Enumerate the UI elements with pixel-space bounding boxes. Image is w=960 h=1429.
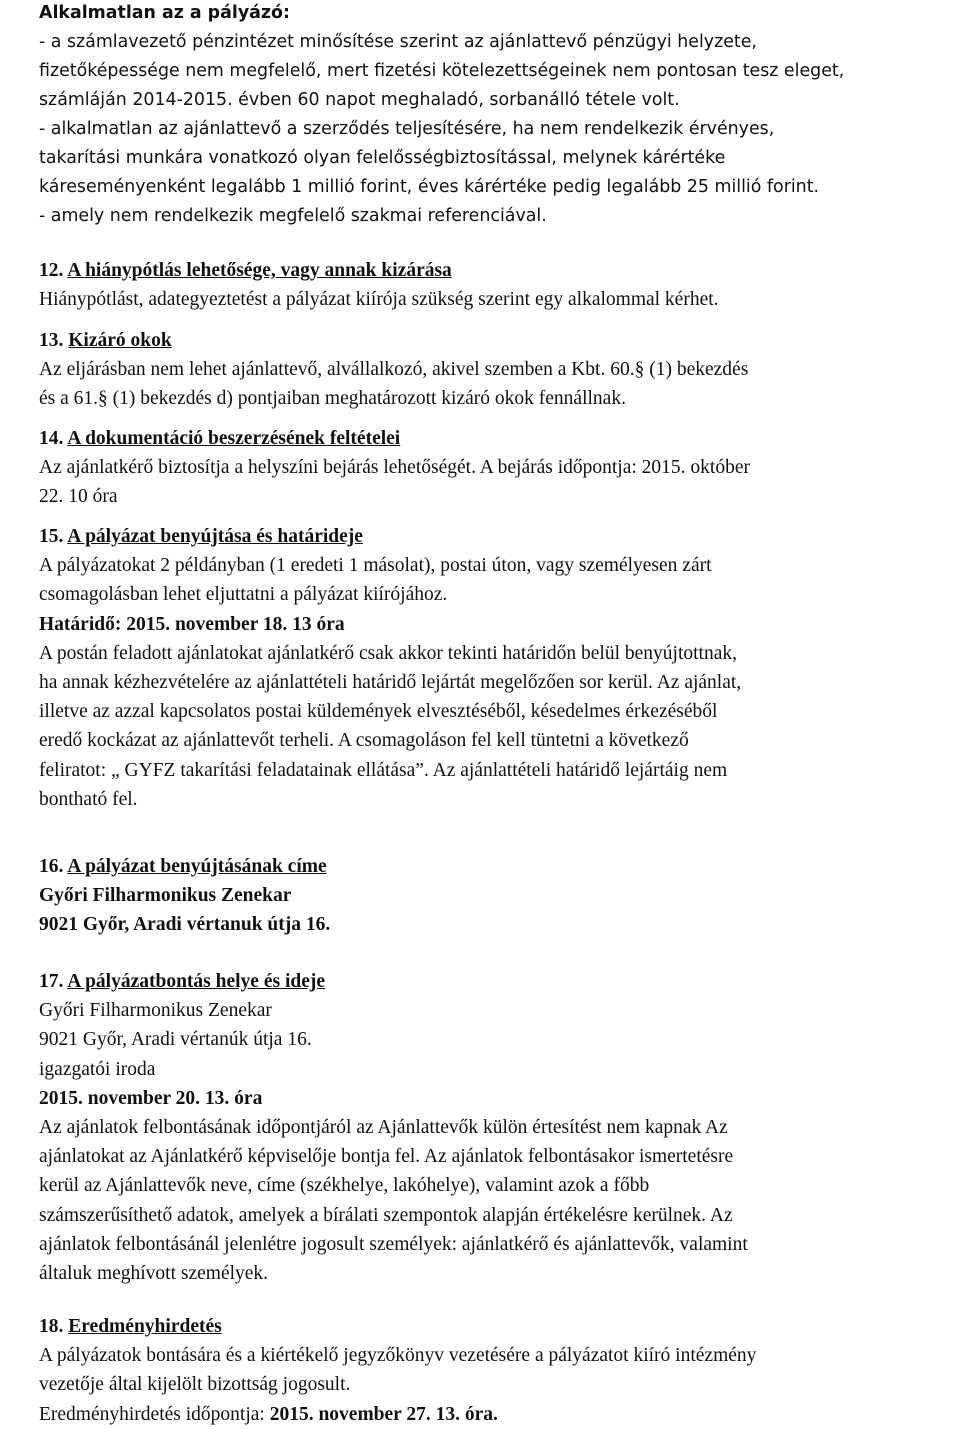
paragraph-line: eredő kockázat az ajánlattevőt terheli. A csomagoláson fel kell tüntetni a következő <box>39 730 689 752</box>
section-title: A hiánypótlás lehetősége, vagy annak kizárása <box>67 260 452 281</box>
section-title: A dokumentáció beszerzésének feltételei <box>67 428 401 449</box>
section-number: 17. <box>39 971 64 992</box>
address-line: 9021 Győr, Aradi vértanuk útja 16. <box>39 914 331 936</box>
paragraph-line: számláján 2014-2015. évben 60 napot meghaladó, sorbanálló tétele volt. <box>39 90 680 110</box>
paragraph-line: ha annak kézhezvételére az ajánlattételi határidő lejártát megelőzően sor kerül. Az ajánlat, <box>39 672 742 694</box>
ineligibility-block <box>39 0 844 231</box>
paragraph-line: 22. 10 óra <box>39 486 118 508</box>
paragraph-line: fizetőképessége nem megfelelő, mert fizetési kötelezettségeinek nem pontosan tesz eleget, <box>39 61 845 81</box>
paragraph-line: A pályázatok bontására és a kiértékelő jegyzőkönyv vezetésére a pályázatot kiíró intézmény <box>39 1345 757 1367</box>
section-15 <box>39 522 741 814</box>
section-number: 16. <box>39 856 64 877</box>
paragraph-line: csomagolásban lehet eljuttatni a pályázat kiírójához. <box>39 584 448 606</box>
address-line: Győri Filharmonikus Zenekar <box>39 885 292 907</box>
paragraph-line: általuk meghívott személyek. <box>39 1263 269 1285</box>
paragraph-line: - a számlavezető pénzintézet minősítése szerint az ajánlattevő pénzügyi helyzete, <box>39 32 757 52</box>
section-number: 12. <box>39 260 64 281</box>
section-14 <box>39 424 750 512</box>
address-line: igazgatói iroda <box>39 1058 156 1080</box>
paragraph-line: kerül az Ajánlattevők neve, címe (székhelye, lakóhelye), valamint azok a főbb <box>39 1175 650 1197</box>
section-title: A pályázat benyújtásának címe <box>67 856 327 877</box>
paragraph-line: A postán feladott ajánlatokat ajánlatkérő csak akkor tekinti határidőn belül benyújtottnak, <box>39 642 737 664</box>
paragraph-line: takarítási munkára vonatkozó olyan felelősségbiztosítással, melynek kárértéke <box>39 148 726 168</box>
section-title: Kizáró okok <box>68 330 172 351</box>
paragraph-line: káreseményenként legalább 1 millió forint, éves kárértéke pedig legalább 25 millió forint. <box>39 177 820 197</box>
ineligibility-heading: Alkalmatlan az a pályázó: <box>39 3 290 23</box>
deadline: Határidő: 2015. november 18. 13 óra <box>39 613 345 635</box>
paragraph-line: - amely nem rendelkezik megfelelő szakmai referenciával. <box>39 206 547 226</box>
address-line: 9021 Győr, Aradi vértanúk útja 16. <box>39 1029 312 1051</box>
paragraph-line: ajánlatokat az Ajánlatkérő képviselője bontja fel. Az ajánlatok felbontásakor ismertetésre <box>39 1146 734 1168</box>
paragraph-line: Hiánypótlást, adategyeztetést a pályázat kiírója szükség szerint egy alkalommal kérhet. <box>39 289 719 311</box>
paragraph-line: Az ajánlatkérő biztosítja a helyszíni bejárás lehetőségét. A bejárás időpontja: 2015. október <box>39 457 750 479</box>
section-number: 13. <box>39 330 64 351</box>
section-title: A pályázat benyújtása és határideje <box>67 526 363 547</box>
paragraph-line: számszerűsíthető adatok, amelyek a bírálati szempontok alapján értékelésre kerülnek. Az <box>39 1204 733 1226</box>
opening-date: 2015. november 20. 13. óra <box>39 1087 263 1109</box>
section-title: A pályázatbontás helye és ideje <box>67 971 326 992</box>
paragraph-line: illetve az azzal kapcsolatos postai küldemények elvesztéséből, késedelmes érkezéséből <box>39 701 718 723</box>
section-title: Eredményhirdetés <box>68 1316 222 1337</box>
result-date-label: Eredményhirdetés időpontja: <box>39 1403 270 1425</box>
paragraph-line: A pályázatokat 2 példányban (1 eredeti 1 másolat), postai úton, vagy személyesen zárt <box>39 555 712 577</box>
result-date-value: 2015. november 27. 13. óra. <box>269 1403 498 1425</box>
section-number: 15. <box>39 526 64 547</box>
paragraph-line: ajánlatok felbontásánál jelenlétre jogosult személyek: ajánlatkérő és ajánlattevők, valamint <box>39 1233 748 1255</box>
section-13 <box>39 326 748 414</box>
paragraph-line: Az ajánlatok felbontásának időpontjáról az Ajánlattevők külön értesítést nem kapnak Az <box>39 1117 728 1139</box>
address-line: Győri Filharmonikus Zenekar <box>39 1000 272 1022</box>
paragraph-line: - alkalmatlan az ajánlattevő a szerződés teljesítésére, ha nem rendelkezik érvényes, <box>39 119 775 139</box>
paragraph-line: Az eljárásban nem lehet ajánlattevő, alvállalkozó, akivel szemben a Kbt. 60.§ (1) bekezdés <box>39 359 749 381</box>
section-16 <box>39 852 330 940</box>
section-number: 14. <box>39 428 64 449</box>
section-17 <box>39 967 748 1288</box>
paragraph-line: vezetője által kijelölt bizottság jogosult. <box>39 1374 351 1396</box>
section-12 <box>39 256 719 314</box>
section-18 <box>39 1312 756 1429</box>
section-number: 18. <box>39 1316 64 1337</box>
paragraph-line: bontható fel. <box>39 788 138 810</box>
paragraph-line: és a 61.§ (1) bekezdés d) pontjaiban meghatározott kizáró okok fennállnak. <box>39 388 626 410</box>
paragraph-line: feliratot: „ GYFZ takarítási feladatainak ellátása”. Az ajánlattételi határidő lejártáig nem <box>39 759 728 781</box>
